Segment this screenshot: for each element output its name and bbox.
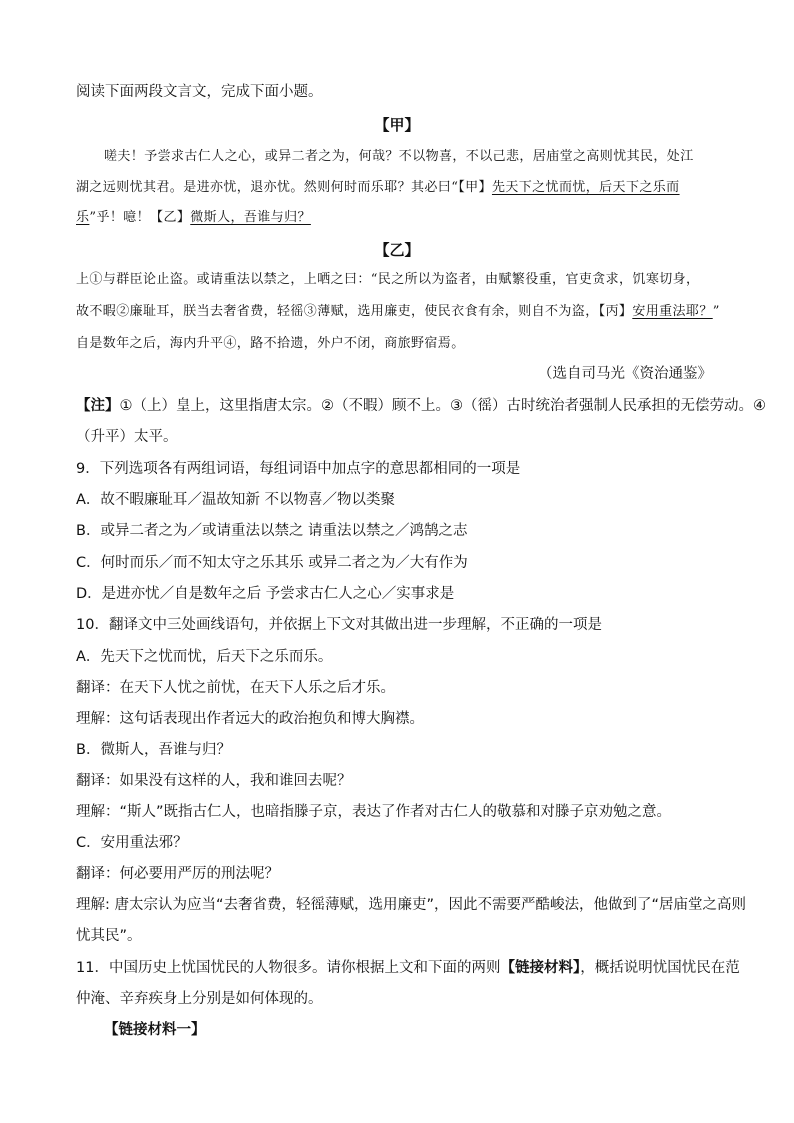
question-10-a-translation: 翻译：在天下人忧之前忧，在天下人乐之后才乐。 [76,680,395,696]
question-11-line-2: 仲淹、辛弃疾身上分别是如何体现的。 [76,991,323,1007]
passage-jia-line-1: 嗟夫！予尝求古仁人之心，或异二者之为，何哉？不以物喜，不以己悲，居庙堂之高则忧其民，处江 [104,149,694,164]
question-10-option-a: A．先天下之忧而忧，后天下之乐而乐。 [76,649,333,665]
question-9-option-a: A．故不暇廉耻耳／温故知新 不以物喜／物以类聚 [76,492,396,508]
passage-yi-line-3: 自是数年之后，海内升平④，路不拾遗，外户不闭，商旅野宿焉。 [76,336,465,351]
question-10-c-translation: 翻译：何必要用严厉的刑法呢？ [76,866,279,882]
question-10-stem: 10．翻译文中三处画线语句，并依据上下文对其做出进一步理解，不正确的一项是 [76,617,602,633]
passage-source: （选自司马光《资治通鉴》 [538,366,712,382]
underlined-sentence-yi: 微斯人，吾谁与归？ [190,210,311,225]
intro-text: 阅读下面两段文言文，完成下面小题。 [76,84,323,100]
passage-yi-line-2-text: 故不暇②廉耻耳，朕当去奢省费，轻徭③薄赋，选用廉吏，使民衣食有余，则自不为盗，【丙】 [76,304,633,319]
passage-jia-title: 【甲】 [374,116,420,134]
notes-label: 【注】 [76,398,120,414]
underlined-sentence-bing: 安用重法耶？ [632,304,713,319]
passage-yi-line-2 [76,302,726,322]
question-9-stem: 9．下列选项各有两组词语，每组词语中加点字的意思都相同的一项是 [76,461,521,477]
passage-jia-line-2-text: 湖之远则忧其君。是进亦忧，退亦忧。然则何时而乐耶？其必曰“【甲】 [76,180,492,195]
question-9-option-c: C．何时而乐／而不知太守之乐其乐 或异二者之为／大有作为 [76,555,468,571]
question-10-c-understanding-line-2: 忧其民”。 [76,928,142,944]
question-9-option-b: B．或异二者之为／或请重法以禁之 请重法以禁之／鸿鹄之志 [76,523,468,539]
question-10-b-translation: 翻译：如果没有这样的人，我和谁回去呢？ [76,773,352,789]
question-11-text-a: 11．中国历史上忧国忧民的人物很多。请你根据上文和下面的两则 [76,960,501,976]
question-11-text-c: ，概括说明忧国忧民在范 [580,960,740,976]
passage-jia-line-3-text: ”乎！噫！【乙】 [89,210,191,225]
underlined-sentence-jia: 先天下之忧而忧，后天下之乐而 [491,180,680,195]
link-material-1-heading: 【链接材料一】 [104,1022,206,1038]
notes-line-1 [76,396,766,416]
question-11-line-1 [76,958,740,978]
passage-yi-line-2-quote: ” [712,304,720,319]
notes-text: ①（上）皇上，这里指唐太宗。②（不暇）顾不上。③（徭）古时统治者强制人民承担的无偿劳动。④ [119,398,766,414]
question-9-option-d: D．是进亦忧／自是数年之后 予尝求古仁人之心／实事求是 [76,586,455,602]
question-10-option-c: C．安用重法邪？ [76,835,188,851]
passage-yi-line-1: 上①与群臣论止盗。或请重法以禁之，上哂之曰：“民之所以为盗者，由赋繁役重，官吏贪求，饥寒切身， [76,272,700,287]
passage-jia-line-3 [76,208,726,228]
passage-jia-line-2 [76,178,726,198]
question-10-b-understanding: 理解：“斯人”既指古仁人，也暗指滕子京，表达了作者对古仁人的敬慕和对滕子京劝勉之意。 [76,804,672,820]
underlined-sentence-jia-end: 乐 [76,210,90,225]
question-10-option-b: B．微斯人，吾谁与归？ [76,742,231,758]
question-10-c-understanding-line-1: 理解: 唐太宗认为应当“去奢省费，轻徭薄赋，选用廉吏”，因此不需要严酷峻法，他做到了“居庙堂之高则 [76,897,747,913]
question-10-a-understanding: 理解：这句话表现出作者远大的政治抱负和博大胸襟。 [76,711,424,727]
passage-yi-title: 【乙】 [374,241,420,259]
question-11-link-label: 【链接材料】 [500,960,581,976]
notes-line-2: （升平）太平。 [76,429,178,445]
